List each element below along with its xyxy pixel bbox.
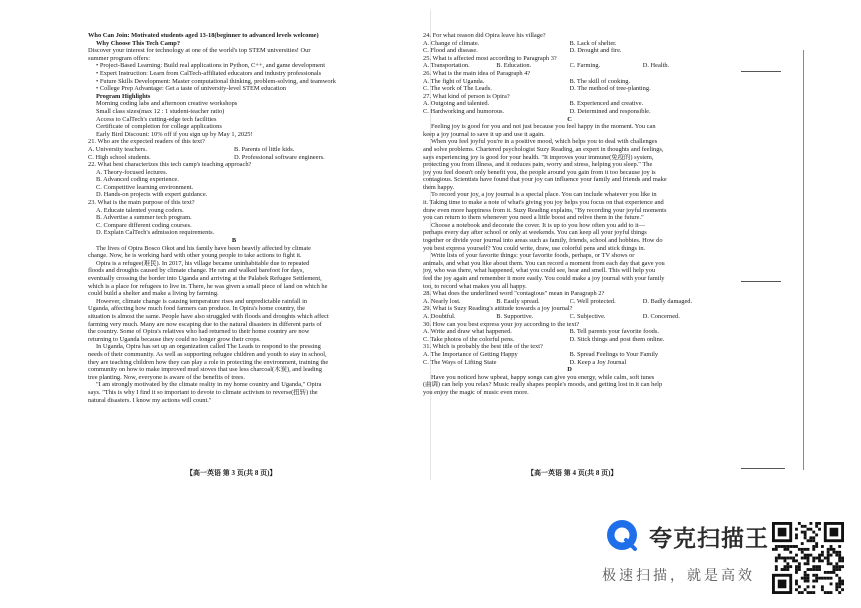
- answer-option: C. The Ways of Lifting State: [423, 358, 497, 366]
- text-line: 27. What kind of person is Opira?: [423, 92, 510, 100]
- answer-option: C. Take photos of the colorful pens.: [423, 335, 515, 343]
- answer-options-row: [423, 108, 716, 116]
- text-line: Opira is a refugee(难民). In 2017, his village became uninhabitable due to repeated: [96, 259, 310, 267]
- text-line: Choose a notebook and decorate the cover. It is up to you how often you add to it—: [431, 221, 646, 229]
- answer-options-row: [88, 154, 380, 162]
- answer-option: D. The method of tree-planting.: [569, 85, 651, 93]
- text-line: they are teaching children how they can play a role in protecting the environment, training the: [88, 358, 329, 366]
- text-line: C. Competitive learning environment.: [96, 183, 194, 191]
- text-line: farming very much. Many are now escaping due to the natural disasters in different parts of: [88, 320, 322, 328]
- answer-option: D. Keep a Joy Journal: [569, 358, 627, 366]
- answer-option: B. Lack of shelter.: [569, 39, 617, 47]
- text-line: B. Advanced coding experience.: [96, 176, 179, 184]
- answer-option: C. Flood and disease.: [423, 47, 478, 55]
- text-line: 21. Who are the expected readers of this text?: [88, 138, 205, 146]
- text-line: Early Bird Discount: 10% off if you sign up by May 1, 2025!: [96, 130, 253, 138]
- text-line: Access to CalTech's cutting-edge tech facilities: [96, 115, 217, 123]
- section-letter: D: [567, 366, 572, 374]
- text-line: "I am strongly motivated by the climate reality in my home country and Uganda," Opira: [96, 381, 322, 389]
- watermark-slogan: 极速扫描，就是高效: [602, 568, 755, 584]
- answer-option: C. Well protected.: [569, 297, 616, 305]
- scanner-watermark: [597, 510, 769, 590]
- answer-option: A. University teachers.: [88, 145, 147, 153]
- answer-options-row: [88, 146, 380, 154]
- answer-option: B. Easily spread.: [496, 297, 540, 305]
- answer-option: D. Determined and responsible.: [569, 107, 651, 115]
- text-line: 26. What is the main idea of Paragraph 4?: [423, 69, 531, 77]
- answer-option: C. Farming.: [569, 62, 601, 70]
- text-line: natural disasters. I know my actions will count.": [88, 396, 212, 404]
- text-line: says. "This is why I find it so important to devote to climate activism to reverse(扭转) the: [88, 388, 318, 396]
- text-line: animals, and what you like about them. You can record a moment from each day that gave you: [423, 259, 665, 267]
- answer-options-row: [423, 78, 716, 86]
- text-line: Have you noticed how upbeat, happy songs can give you energy, while calm, soft tunes: [431, 373, 655, 381]
- text-line: joy you feel doesn't only benefit you, the people around you gain from it too because joy is: [423, 168, 656, 176]
- text-line: and solve problems. Chartered psychologist Suzy Reading, an expert in thoughts and feelings,: [423, 145, 664, 153]
- text-line: protecting you from illness, and it reduces pain, worry and stress, helping you sleep." The: [423, 161, 653, 169]
- text-line: together or divide your journal into areas such as family, friends, school and hobbies. How do: [423, 237, 663, 245]
- text-line: To record your joy, a joy journal is a special place. You can include whatever you like in: [431, 191, 657, 199]
- answer-options-row: [423, 359, 716, 367]
- text-line: 23. What is the main purpose of this text?: [88, 199, 195, 207]
- text-line: Discover your interest for technology at one of the world's top STEM universities! Our: [88, 47, 311, 55]
- text-line: Why Choose This Tech Camp?: [96, 39, 181, 47]
- answer-option: A. Change of climate.: [423, 39, 480, 47]
- text-line: them happy.: [423, 183, 455, 191]
- right-column-text: [423, 32, 716, 397]
- text-line: A. Educate talented young coders.: [96, 206, 184, 214]
- answer-option: B. Spread Feelings to Your Family: [569, 350, 659, 358]
- answer-option: A. Nearly lost.: [423, 297, 461, 305]
- left-column-text: [88, 32, 380, 404]
- answer-option: D. Badly damaged.: [642, 297, 693, 305]
- text-line: floods and droughts caused by climate change. He ran and walked barefoot for days,: [88, 267, 304, 275]
- answer-option: B. Education.: [496, 62, 532, 70]
- answer-options-row: [423, 100, 716, 108]
- answer-options-row: [423, 47, 716, 55]
- text-line: which is a place for refugees to live in. There, he was given a small piece of land on which he: [88, 282, 328, 290]
- text-line: keep a joy journal to save it up and use it again.: [423, 130, 545, 138]
- answer-option: B. Parents of little kids.: [234, 145, 295, 153]
- text-line: Who Can Join: Motivated students aged 13-18(beginner to advanced levels welcome): [88, 32, 319, 39]
- text-line: D. Hands-on projects with expert guidance.: [96, 191, 208, 199]
- text-line: 29. What is Suzy Reading's attitude towards a joy journal?: [423, 305, 573, 313]
- answer-option: B. The skill of cooking.: [569, 77, 631, 85]
- answer-option: A. Write and draw what happened.: [423, 328, 512, 336]
- answer-options-row: [423, 351, 716, 359]
- text-line: D. Explain CalTech's admission requirements.: [96, 229, 215, 237]
- text-line: 30. How can you best express your joy according to the text?: [423, 320, 580, 328]
- margin-rule: [741, 468, 785, 469]
- section-letter: B: [231, 237, 237, 245]
- margin-rule: [741, 71, 781, 72]
- answer-option: C. High school students.: [88, 153, 151, 161]
- text-line: In Uganda, Opira has set up an organization called The Leads to respond to the pressing: [96, 343, 321, 351]
- answer-options-row: [423, 313, 716, 321]
- text-line: 28. What does the underlined word "contagious" mean in Paragraph 2?: [423, 290, 605, 298]
- section-letter: C: [567, 115, 572, 123]
- answer-options-row: [423, 40, 716, 48]
- text-line: draw even more happiness from it. Suzy Reading explains, "By recording your joyful moments: [423, 206, 667, 214]
- answer-options-row: [423, 336, 716, 344]
- text-line: perhaps every day after school or only at weekends. You can keep all your joyful things: [423, 229, 647, 237]
- text-line: you best express yourself? You could write, draw, use colorful pens and stick things in.: [423, 244, 646, 252]
- answer-option: A. The Importance of Getting Happy: [423, 350, 518, 358]
- text-line: you can return to them whenever you need a little boost and relive them in the future.": [423, 214, 644, 222]
- margin-rule: [741, 281, 781, 282]
- text-line: 25. What is affected most according to Paragraph 3?: [423, 54, 557, 62]
- answer-option: B. Tell parents your favorite foods.: [569, 328, 659, 336]
- answer-option: D. Stick things and post them online.: [569, 335, 665, 343]
- text-line: summer program offers:: [88, 54, 150, 62]
- left-page-footer: 【高一英语 第 3 页(共 8 页)】: [186, 469, 277, 477]
- text-line: Write lists of your favorite things: your favorite foods, perhaps, or TV shows or: [431, 252, 635, 260]
- watermark-title: 夸克扫描王: [649, 526, 769, 552]
- text-line: says experiencing joy is good for your health. "It improves your immune(免疫的) system,: [423, 153, 654, 161]
- answer-option: D. Concerned.: [642, 312, 680, 320]
- quark-logo-icon: [605, 518, 639, 552]
- text-line: However, climate change is causing temperature rises and unpredictable rainfall in: [96, 297, 308, 305]
- text-line: C. Compare different coding courses.: [96, 221, 192, 229]
- text-line: Feeling joy is good for you and not just because you feel happy in the moment. You can: [431, 123, 656, 131]
- text-line: B. Advertise a summer tech program.: [96, 214, 192, 222]
- text-line: too, to record what makes you all happy.: [423, 282, 527, 290]
- answer-option: A. Outgoing and talented.: [423, 100, 490, 108]
- qr-code-icon: [772, 522, 844, 594]
- answer-options-row: [423, 328, 716, 336]
- text-line: A. Theory-focused lectures.: [96, 168, 168, 176]
- page-edge-line: [803, 50, 804, 470]
- text-line: the country. Some of Opira's relatives who had returned to their home country are now: [88, 328, 310, 336]
- answer-option: A. Transportation.: [423, 62, 470, 70]
- text-line: community on how to make improved mud stoves that use less charcoal(木炭), and leading: [88, 366, 322, 374]
- text-line: (曲调) can help you relax? Music really shapes people's moods, and getting lost in it can help: [423, 381, 663, 389]
- text-line: returning to Uganda because they could no longer grow their crops.: [88, 335, 261, 343]
- text-line: joy, who was there, what happened, what you could see, hear and smell. This will help you: [423, 267, 656, 275]
- right-page-footer: 【高一英语 第 4 页(共 8 页)】: [527, 469, 618, 477]
- text-line: eventually crossing the border into Uganda and arriving at the Palabek Refugee Settlement,: [88, 275, 322, 282]
- answer-option: B. Supportive.: [496, 312, 534, 320]
- answer-option: B. Experienced and creative.: [569, 100, 644, 108]
- answer-options-row: [423, 298, 716, 306]
- text-line: Small class sizes(max 12 : 1 student-teacher ratio): [96, 107, 225, 115]
- text-line: Morning coding labs and afternoon creative workshops: [96, 100, 238, 108]
- text-line: could build a shelter and make a living by farming.: [88, 290, 219, 298]
- answer-option: D. Health.: [642, 62, 670, 70]
- text-line: tree planting. Now, everyone is aware of the benefits of trees.: [88, 373, 245, 381]
- text-line: Certificate of completion for college applications: [96, 123, 222, 131]
- answer-option: D. Professional software engineers.: [234, 153, 325, 161]
- text-line: • College Prep Advantage: Get a taste of university-level STEM education: [96, 85, 286, 93]
- text-line: The lives of Opira Bosco Okot and his family have been heavily affected by climate: [96, 244, 311, 252]
- text-line: 31. Which is probably the best title of the text?: [423, 343, 543, 351]
- answer-option: A. Doubtful.: [423, 312, 456, 320]
- answer-option: C. Subjective.: [569, 312, 606, 320]
- text-line: it. Taking time to make a note of what's giving you joy helps you focus on that experience and: [423, 199, 664, 207]
- text-line: Uganda, affecting how much food farmers can produce. In Opira's home country, the: [88, 305, 305, 313]
- text-line: you enjoy the magic of music even more.: [423, 388, 529, 396]
- text-line: 24. For what reason did Opira leave his village?: [423, 32, 546, 39]
- text-line: 22. What best characterizes this tech camp's teaching approach?: [88, 161, 252, 169]
- text-line: When you feel joyful you're in a positive mood, which helps you to deal with challenges: [431, 138, 658, 146]
- answer-option: A. The fight of Uganda.: [423, 77, 485, 85]
- answer-option: C. The work of The Leads.: [423, 85, 492, 93]
- answer-options-row: [423, 62, 716, 70]
- text-line: feel the joy again and remember it more easily. You could make a joy journal with your family: [423, 275, 665, 282]
- text-line: • Future Skills Development: Master computational thinking, problem-solving, and teamwork: [96, 77, 336, 85]
- answer-option: C. Hardworking and humorous.: [423, 107, 505, 115]
- answer-option: D. Drought and fire.: [569, 47, 622, 55]
- text-line: • Expert Instruction: Learn from CalTech-affiliated educators and industry professionals: [96, 69, 322, 77]
- text-line: Program Highlights: [96, 92, 151, 100]
- text-line: needs of their community. As well as supporting refugee children and youth to stay in school,: [88, 350, 327, 358]
- text-line: situation is almost the same. People have also struggled with floods and droughts which affect: [88, 312, 329, 320]
- answer-options-row: [423, 85, 716, 93]
- text-line: contagious. Scientists have found that your joy can influence your family and friends and make: [423, 176, 667, 184]
- text-line: • Project-Based Learning: Build real applications in Python, C++, and game development: [96, 62, 325, 70]
- text-line: change. Now, he is working hard with other young people to take actions to fight it.: [88, 252, 302, 260]
